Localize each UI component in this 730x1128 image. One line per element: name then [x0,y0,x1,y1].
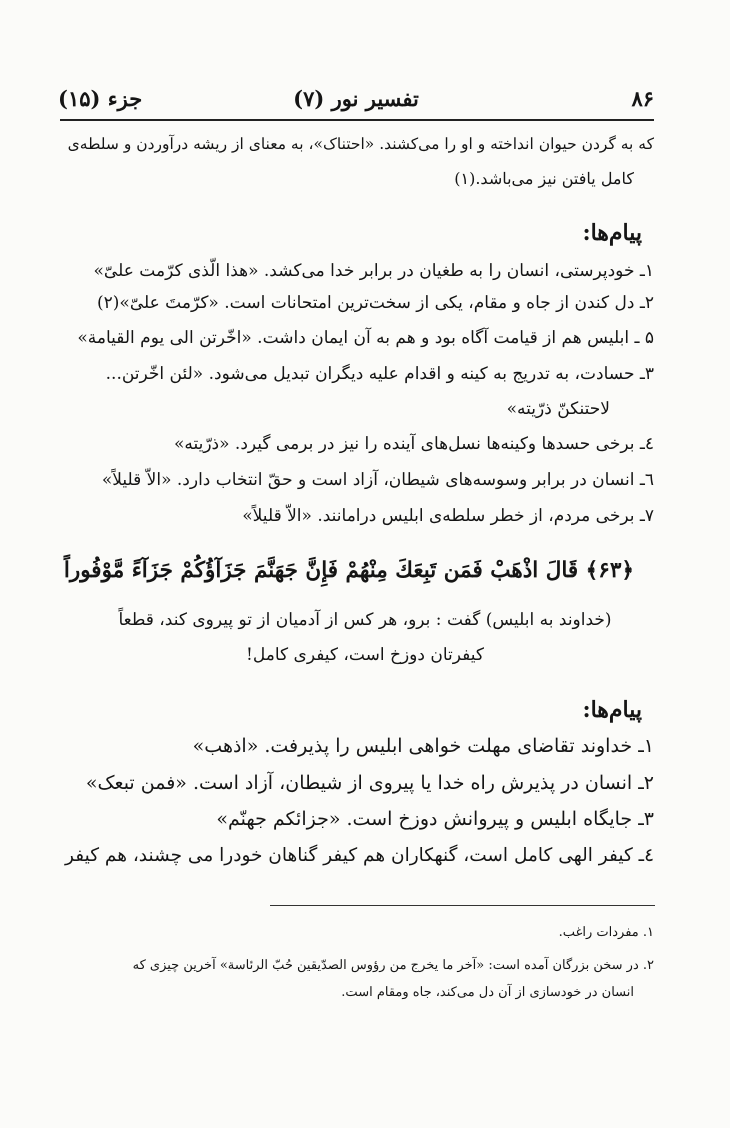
page-header [58,86,654,118]
book-title: تفسیر نور (۷) [293,86,419,111]
message-item: ۱ـ خداوند تقاضای مهلت خواهی ابلیس را پذیرفت. «اذهب» [192,735,654,757]
page-number: ۸۶ [631,86,654,111]
verse-translation: کیفرتان دوزخ است، کیفری کامل! [246,645,484,665]
verse-translation: (خداوند به ابلیس) گفت : برو، هر کس از آدمیان از تو پیروی کند، قطعاً [118,610,612,630]
footnote: ۲. در سخن بزرگان آمده است: «آخر ما یخرج من رؤوس الصدّیقین حُبّ الرئاسة» آخرین چیزی که [132,958,654,973]
message-item: ٤ـ برخی حسدها وکینه‌ها نسل‌های آینده را نیز در برمی گیرد. «ذرّیته» [173,434,654,454]
footnote: ۱. مفردات راغب. [558,925,654,940]
message-item: ٤ـ کیفر الهی کامل است، گنهکاران هم کیفر گناهان خودرا می چشند، هم کیفر [65,845,654,866]
message-item: ۲ـ انسان در پذیرش راه خدا یا پیروی از شیطان، آزاد است. «فمن تبعک» [85,772,654,794]
message-item-continuation: لاحتنکنّ ذرّیته» [506,399,610,419]
section-heading: پیام‌ها: [582,220,642,246]
message-item: ۳ـ جایگاه ابلیس و پیروانش دوزخ است. «جزائکم جهنّم» [216,808,654,830]
message-item: ۳ـ حسادت، به تدریج به کینه و اقدام علیه دیگران تبدیل می‌شود. «لئن اخّرتن... [105,364,654,384]
message-item: ۷ـ برخی مردم، از خطر سلطه‌ی ابلیس درامانند. «الاّ قلیلاً» [242,506,654,526]
intro-line: که به گردن حیوان انداخته و او را می‌کشند. «احتناک»، به معنای از ریشه درآوردن و سلطه‌ی [67,135,654,153]
message-item: ۲ـ دل کندن از جاه و مقام، یکی از سخت‌ترین امتحانات است. «کرّمتَ علیّ»(۲) [97,293,654,313]
message-item: ۱ـ خودپرستی، انسان را به طغیان در برابر خدا می‌کشد. «هذا الّذی کرّمت علیّ» [93,261,654,281]
message-item: ٦ـ انسان در برابر وسوسه‌های شیطان، آزاد است و حقّ انتخاب دارد. «الاّ قلیلاً» [101,470,654,490]
part-number: جزء (۱۵) [58,86,143,111]
footnote: انسان در خودسازی از آن دل می‌کند، جاه ومقام است. [341,985,634,1000]
quran-verse: ﴿۶۳﴾ قَالَ اذْهَبْ فَمَن تَبِعَكَ مِنْهُمْ فَإِنَّ جَهَنَّمَ جَزَآؤُكُمْ جَزَآءً مَّوْفُوراً [63,558,634,583]
message-item: ۵ ـ ابلیس هم از قیامت آگاه بود و هم به آن ایمان داشت. «اخّرتن الی یوم القیامة» [77,328,654,348]
intro-line: کامل یافتن نیز می‌باشد.(۱) [454,169,634,188]
header-rule [60,119,654,121]
footnote-rule [270,905,655,906]
section-heading: پیام‌ها: [582,697,642,723]
